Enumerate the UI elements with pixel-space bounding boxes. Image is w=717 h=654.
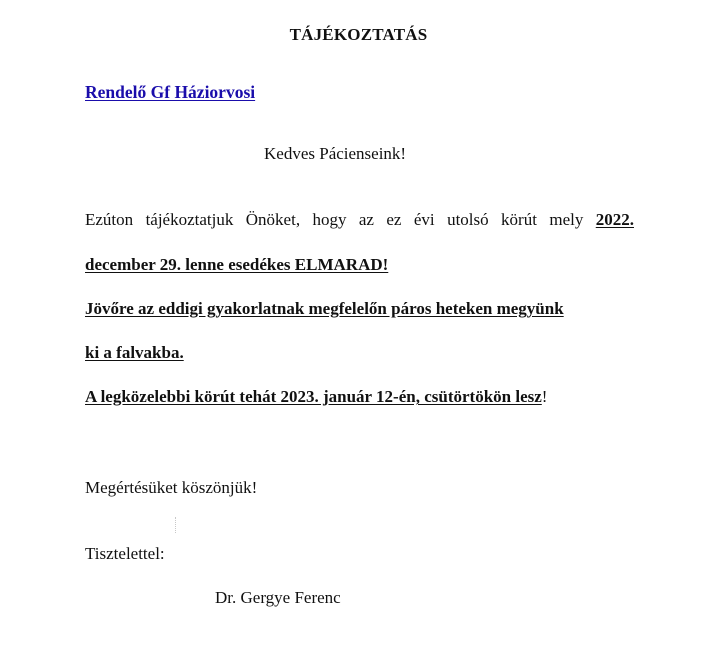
next-round-text: A legközelebbi körút tehát 2023. január 12-én, csütörtökön lesz [85, 387, 542, 406]
regards-line: Tisztelettel: [85, 544, 165, 563]
text-cursor-mark [175, 517, 177, 533]
signature-name: Dr. Gergye Ferenc [215, 588, 341, 607]
line1-word: ez [386, 210, 402, 229]
schedule-note-continuation: ki a falvakba. [85, 343, 184, 362]
line1-word: Önöket, [245, 210, 301, 229]
thanks-line: Megértésüket köszönjük! [85, 478, 258, 497]
line1-word: évi [413, 210, 435, 229]
line1-word: tájékoztatjuk [145, 210, 234, 229]
organization-link[interactable]: Rendelő Gf Háziorvosi [85, 82, 256, 102]
line1-emphasis-year: 2022. [595, 210, 634, 229]
line1-word: az [358, 210, 374, 229]
schedule-note-text: Jövőre az eddigi gyakorlatnak megfelelőn páros heteken megyünk [85, 299, 564, 318]
paragraph-line-1 [85, 210, 634, 230]
greeting-line: Kedves Pácienseink! [264, 144, 407, 163]
document-title: TÁJÉKOZTATÁS [289, 25, 428, 44]
paragraph-line-4 [85, 343, 634, 363]
paragraph-line-2 [85, 255, 634, 275]
line1-word: körút [501, 210, 537, 229]
line1-word: hogy [312, 210, 347, 229]
paragraph-line-5 [85, 387, 634, 407]
line1-word: utolsó [447, 210, 489, 229]
paragraph-line-3 [85, 299, 634, 319]
line1-word: Ezúton [85, 210, 134, 229]
next-round-exclamation: ! [541, 387, 548, 406]
cancelled-date-text: december 29. lenne esedékes ELMARAD! [85, 255, 389, 274]
line1-word: mely [549, 210, 584, 229]
